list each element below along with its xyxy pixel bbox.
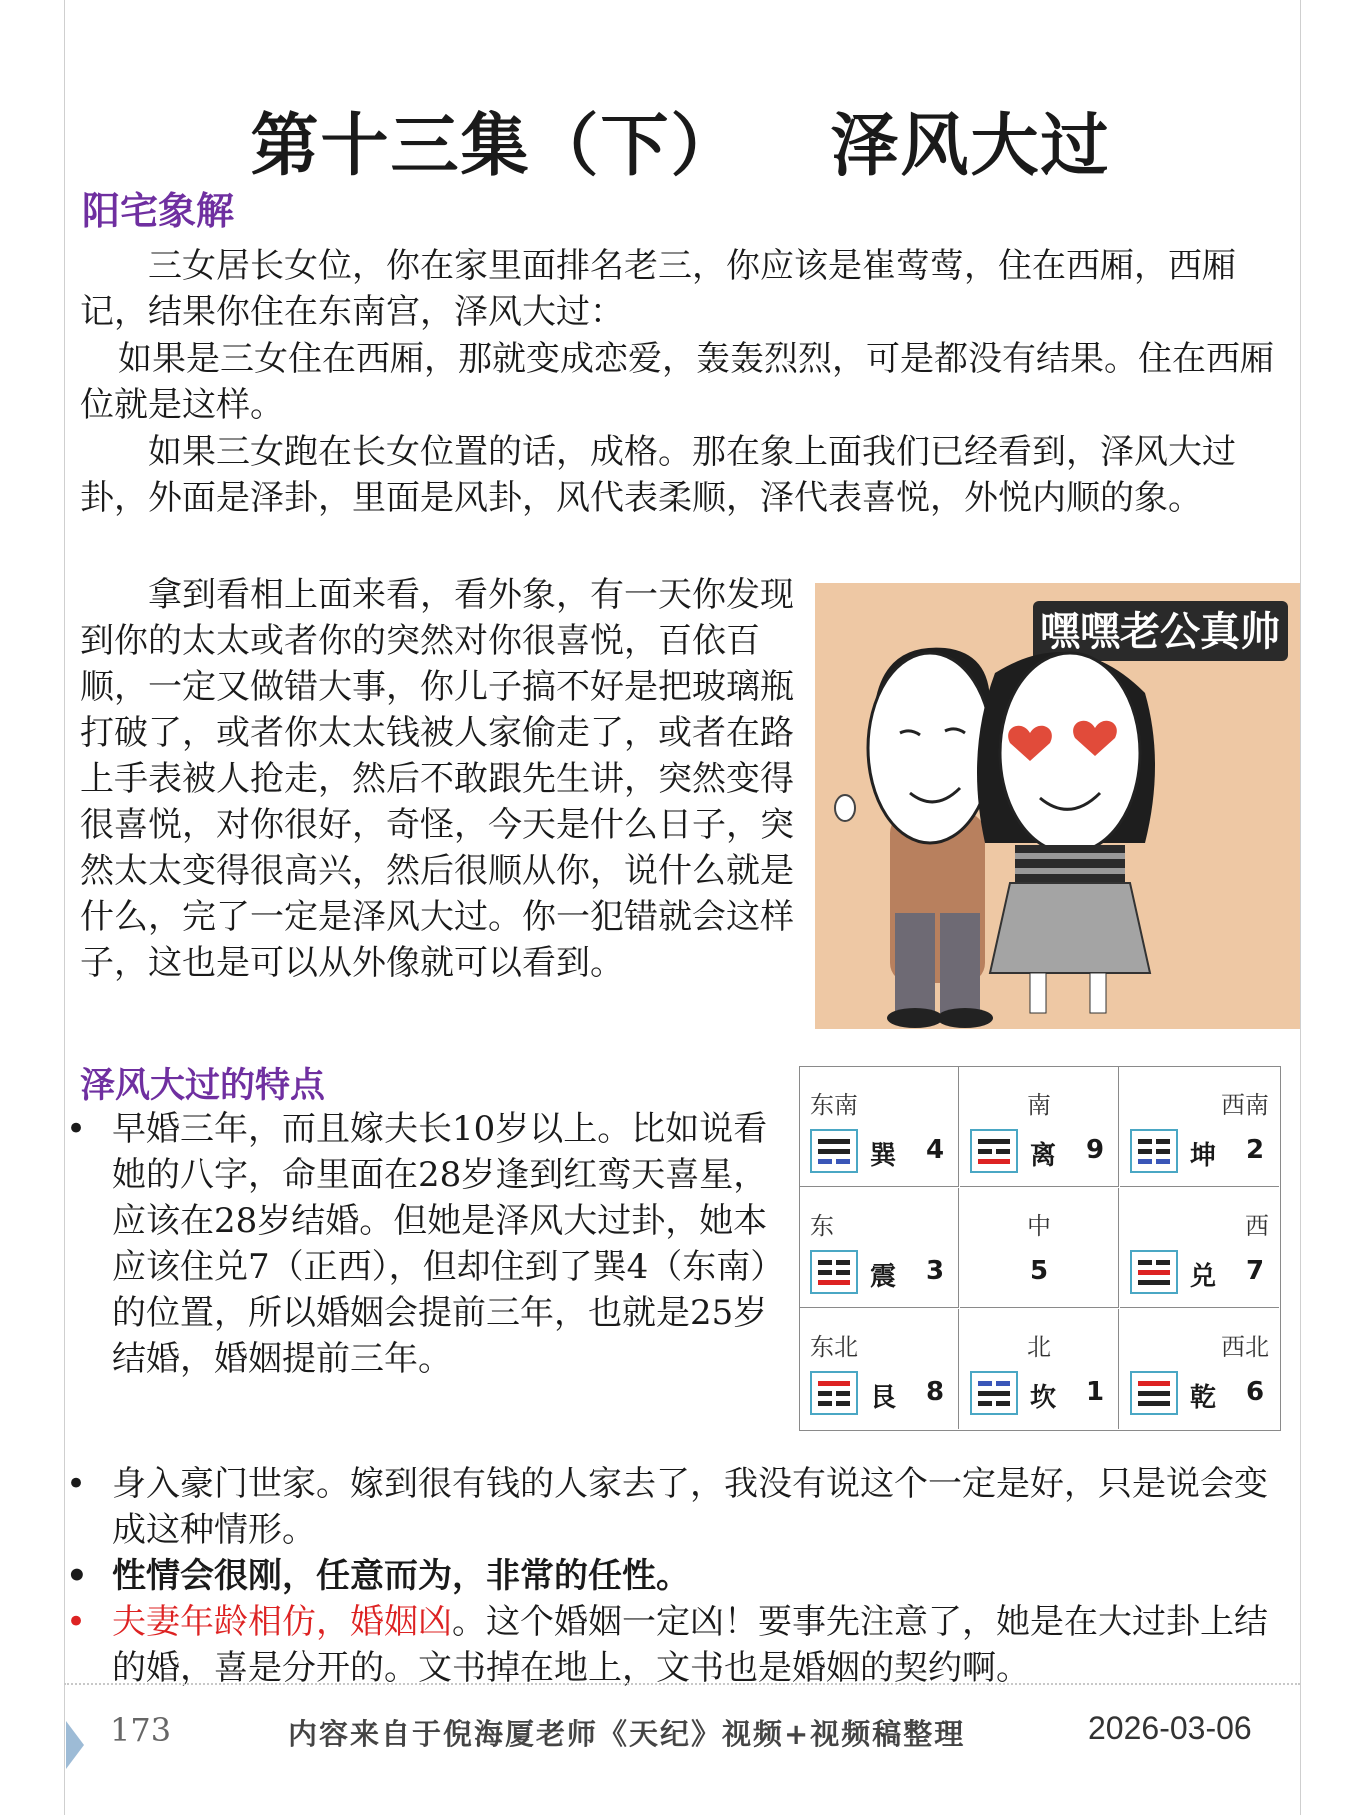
trigram-line-solid: [1138, 1270, 1170, 1275]
trigram-line-solid: [818, 1139, 850, 1144]
trigram-line-broken: [836, 1270, 850, 1275]
trigram-line-broken: [996, 1381, 1010, 1386]
bagua-direction: 东北: [810, 1333, 858, 1361]
bagua-direction: 南: [1027, 1091, 1051, 1119]
footer-date: 2026-03-06: [1088, 1710, 1252, 1746]
bagua-direction: 西北: [1221, 1333, 1269, 1361]
trigram-line-broken: [1156, 1149, 1170, 1154]
trigram-name: 坎: [1030, 1383, 1057, 1413]
bullet-list-bottom: [68, 1461, 1288, 1691]
bagua-direction: 东南: [810, 1091, 858, 1119]
bagua-cell: [800, 1067, 959, 1187]
bagua-direction: 中: [1027, 1212, 1051, 1240]
trigram-number: 9: [1086, 1135, 1105, 1165]
trigram-line-solid: [1138, 1401, 1170, 1406]
bagua-cell: [960, 1188, 1119, 1308]
trigram-line-solid: [1138, 1280, 1170, 1285]
trigram-line-broken: [1138, 1139, 1152, 1144]
trigram-number: 2: [1246, 1135, 1265, 1165]
trigram-line-broken: [978, 1381, 992, 1386]
trigram-icon: [810, 1371, 858, 1415]
trigram-line-solid: [1138, 1381, 1170, 1386]
trigram-line-broken: [996, 1401, 1010, 1406]
trigram-line-broken: [836, 1401, 850, 1406]
bullet-text: 性情会很刚，任意而为，非常的任性。: [112, 1556, 690, 1596]
trigram-icon: [1130, 1129, 1178, 1173]
bullet-text: 早婚三年，而且嫁夫长10岁以上。比如说看她的八字，命里面在28岁逢到红鸾天喜星，应该在28岁结婚。但她是泽风大过卦，她本应该住兑7（正西），但却住到了巽4（东南）的位置，所以婚姻会提前三年，也就是25岁结婚，婚姻提前三年。: [112, 1109, 768, 1379]
bagua-direction: 北: [1027, 1333, 1051, 1361]
trigram-number: 7: [1246, 1256, 1265, 1286]
paragraph-1: 三女居长女位，你在家里面排名老三，你应该是崔莺莺，住在西厢，西厢记，结果你住在东南宫，泽风大过：: [80, 246, 1236, 332]
trigram-icon: [810, 1250, 858, 1294]
trigram-line-broken: [836, 1159, 850, 1164]
trigram-line-broken: [818, 1159, 832, 1164]
paragraph-4: 拿到看相上面来看，看外象，有一天你发现到你的太太或者你的突然对你很喜悦，百依百顺，一定又做错大事，你儿子搞不好是把玻璃瓶打破了，或者你太太钱被人家偷走了，或者在路上手表被人抢走，然后不敢跟先生讲，突然变得很喜悦，对你很好，奇怪，今天是什么日子，突然太太变得很高兴，然后很顺从你，说什么就是什么，完了一定是泽风大过。你一犯错就会这样子，这也是可以从外像就可以看到。: [80, 575, 794, 983]
bagua-direction: 西: [1245, 1212, 1269, 1240]
trigram-line-broken: [1138, 1149, 1152, 1154]
trigram-line-solid: [978, 1139, 1010, 1144]
trigram-line-broken: [818, 1401, 832, 1406]
trigram-icon: [1130, 1371, 1178, 1415]
page-arrow-icon[interactable]: [66, 1721, 84, 1769]
trigram-line-broken: [996, 1149, 1010, 1154]
trigram-line-broken: [978, 1401, 992, 1406]
section-heading-features: 泽风大过的特点: [80, 1065, 326, 1106]
trigram-line-broken: [836, 1391, 850, 1396]
bagua-cell: [800, 1309, 959, 1429]
trigram-icon: [970, 1129, 1018, 1173]
page-title: [0, 92, 1361, 189]
trigram-line-solid: [818, 1381, 850, 1386]
trigram-name: 乾: [1190, 1383, 1217, 1413]
trigram-number: 4: [926, 1135, 945, 1165]
image-caption: 嘿嘿老公真帅: [1040, 609, 1280, 655]
page-border-right: [1300, 0, 1301, 1815]
bagua-cell: [1120, 1309, 1279, 1429]
trigram-line-broken: [1138, 1159, 1152, 1164]
title-episode: 第十三集（下）: [250, 106, 741, 186]
center-number: 5: [1029, 1256, 1049, 1286]
footer-divider: [64, 1683, 1300, 1685]
bullet-dot: •: [66, 1602, 87, 1642]
trigram-number: 3: [926, 1256, 945, 1286]
trigram-name: 艮: [870, 1383, 897, 1413]
trigram-line-solid: [818, 1280, 850, 1285]
bullet-item-early-marriage: [68, 1106, 768, 1382]
trigram-line-solid: [1138, 1391, 1170, 1396]
trigram-number: 6: [1246, 1377, 1265, 1407]
page-number: 173: [110, 1711, 172, 1749]
bullet-item-temperament: [68, 1553, 1288, 1599]
trigram-line-broken: [978, 1149, 992, 1154]
trigram-line-solid: [978, 1159, 1010, 1164]
bullet-item-rich-family: [68, 1461, 1288, 1553]
trigram-line-broken: [1156, 1159, 1170, 1164]
trigram-icon: [1130, 1250, 1178, 1294]
bullet-item-same-age: [68, 1599, 1288, 1691]
bagua-direction: 东: [810, 1212, 834, 1240]
bullet-list-top: [68, 1106, 768, 1382]
trigram-number: 1: [1086, 1377, 1105, 1407]
trigram-name: 坤: [1190, 1141, 1217, 1171]
bullet-dot: •: [66, 1556, 88, 1596]
trigram-line-solid: [818, 1149, 850, 1154]
trigram-line-broken: [818, 1270, 832, 1275]
bagua-cell: [1120, 1067, 1279, 1187]
trigram-number: 8: [926, 1377, 945, 1407]
trigram-line-broken: [818, 1391, 832, 1396]
footer-credit: 内容来自于倪海厦老师《天纪》视频+视频稿整理: [288, 1717, 966, 1751]
trigram-name: 巽: [870, 1141, 897, 1171]
bagua-grid: [799, 1066, 1281, 1431]
trigram-icon: [810, 1129, 858, 1173]
trigram-name: 震: [870, 1262, 897, 1292]
trigram-line-broken: [1156, 1139, 1170, 1144]
trigram-icon: [970, 1371, 1018, 1415]
title-hexagram: 泽风大过: [830, 106, 1111, 186]
bagua-cell: [800, 1188, 959, 1308]
bagua-cell: [1120, 1188, 1279, 1308]
trigram-line-solid: [978, 1391, 1010, 1396]
bullet-text-highlight: 夫妻年龄相仿，婚姻凶: [112, 1602, 452, 1642]
trigram-name: 兑: [1190, 1262, 1217, 1292]
bullet-text: 身入豪门世家。嫁到很有钱的人家去了，我没有说这个一定是好，只是说会变成这种情形。: [112, 1464, 1268, 1550]
bagua-cell: [960, 1309, 1119, 1429]
bullet-dot: •: [66, 1464, 87, 1504]
trigram-line-broken: [1138, 1260, 1152, 1265]
couple-cartoon-image: [815, 583, 1300, 1029]
trigram-line-broken: [818, 1260, 832, 1265]
bullet-text: 。这个婚姻一定凶！要事先注意了，她是在大过卦上结的婚，喜是分开的。文书掉在地上，文书也是婚姻的契约啊。: [112, 1602, 1268, 1688]
bullet-dot: •: [66, 1109, 87, 1149]
page-border-left: [64, 0, 65, 1815]
bagua-direction: 西南: [1221, 1091, 1269, 1119]
trigram-line-broken: [836, 1260, 850, 1265]
trigram-name: 离: [1030, 1141, 1057, 1171]
trigram-line-broken: [1156, 1260, 1170, 1265]
paragraph-3: 如果三女跑在长女位置的话，成格。那在象上面我们已经看到，泽风大过卦，外面是泽卦，里面是风卦，风代表柔顺，泽代表喜悦，外悦内顺的象。: [80, 432, 1236, 518]
bagua-cell: [960, 1067, 1119, 1187]
paragraph-2: 如果是三女住在西厢，那就变成恋爱，轰轰烈烈，可是都没有结果。住在西厢位就是这样。: [80, 339, 1274, 425]
section-heading-yang-house: 阳宅象解: [82, 188, 235, 233]
